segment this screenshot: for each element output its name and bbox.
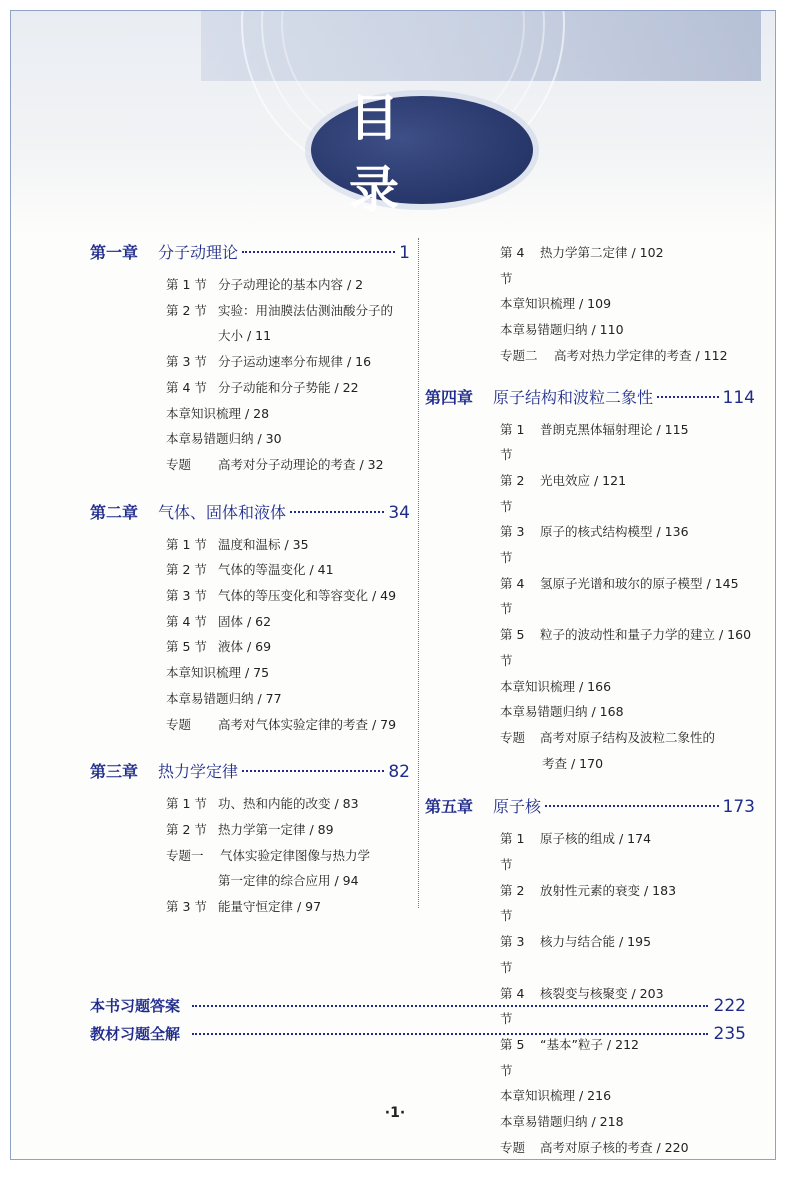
toc-entry[interactable] xyxy=(90,817,410,843)
section-title: 本章易错题归纳 / 30 xyxy=(166,431,282,447)
toc-entry[interactable] xyxy=(425,468,755,519)
toc-entry[interactable] xyxy=(90,894,410,920)
section-number: 第 2 节 xyxy=(166,562,207,578)
chapter-block xyxy=(90,759,410,920)
section-number: 第 5 节 xyxy=(166,639,207,655)
toc-entry[interactable] xyxy=(425,317,755,343)
chapter-title: 热力学定律 xyxy=(158,762,239,782)
section-title: 温度和温标 / 35 xyxy=(218,536,309,552)
leader-dots xyxy=(242,251,395,253)
section-title: 分子动能和分子势能 / 22 xyxy=(218,379,359,395)
section-title: 液体 / 69 xyxy=(218,639,272,655)
appendix-answers[interactable] xyxy=(90,995,746,1016)
chapter-number: 第三章 xyxy=(90,762,139,782)
toc-entry[interactable] xyxy=(90,791,410,817)
section-title: 本章知识梳理 / 166 xyxy=(500,678,612,694)
toc-entry[interactable] xyxy=(425,519,755,570)
section-number: 第 3 节 xyxy=(166,354,207,370)
section-title: 本章易错题归纳 / 110 xyxy=(500,322,624,338)
section-number: 第 1 节 xyxy=(500,831,525,873)
chapter-heading[interactable] xyxy=(425,794,755,822)
section-number: 第 3 节 xyxy=(500,934,525,975)
section-number: 专题 xyxy=(500,729,526,745)
section-title: 第一定律的综合应用 / 94 xyxy=(218,873,359,889)
section-number: 第 4 节 xyxy=(500,985,525,1027)
section-number: 第 3 节 xyxy=(166,899,207,915)
section-title: 粒子的波动性和量子力学的建立 / 160 xyxy=(540,627,752,643)
section-title: 本章知识梳理 / 28 xyxy=(166,405,270,421)
section-number: 专题一 xyxy=(166,847,204,863)
section-title: 高考对分子动理论的考查 / 32 xyxy=(218,456,384,472)
section-title: 本章易错题归纳 / 218 xyxy=(500,1114,624,1130)
column-divider xyxy=(418,238,419,908)
appendix-solutions[interactable] xyxy=(90,1023,746,1044)
chapter-page: 173 xyxy=(722,797,755,818)
section-title: 高考对热力学定律的考查 / 112 xyxy=(554,347,728,363)
section-number: 第 1 节 xyxy=(166,536,207,552)
toc-entry[interactable] xyxy=(90,298,410,324)
chapter-block xyxy=(90,240,410,478)
toc-entry[interactable] xyxy=(425,291,755,317)
leader-dots xyxy=(242,770,384,772)
section-title: 气体的等温变化 / 41 xyxy=(218,562,334,578)
toc-entry[interactable] xyxy=(90,349,410,375)
toc-entry[interactable] xyxy=(425,826,755,877)
chapter-title: 原子结构和波粒二象性 xyxy=(493,387,654,407)
toc-left-column xyxy=(90,240,410,936)
section-list xyxy=(90,791,410,920)
chapter-title: 原子核 xyxy=(493,797,542,817)
leader-dots xyxy=(290,511,384,513)
toc-entry[interactable] xyxy=(90,660,410,686)
section-title: 本章易错题归纳 / 168 xyxy=(500,704,624,720)
leader-dots xyxy=(657,396,719,398)
section-number: 第 5 节 xyxy=(500,627,525,668)
toc-entry[interactable] xyxy=(425,417,755,468)
section-title: 大小 / 11 xyxy=(218,328,272,344)
section-title: 功、热和内能的改变 / 83 xyxy=(218,796,359,812)
chapter-number: 第四章 xyxy=(425,387,474,407)
section-title: 原子核的组成 / 174 xyxy=(540,831,652,847)
section-title: 放射性元素的衰变 / 183 xyxy=(540,882,677,898)
section-number: 第 4 节 xyxy=(500,245,525,286)
section-number: 专题二 xyxy=(500,347,538,363)
section-title: 气体实验定律图像与热力学 xyxy=(220,847,371,863)
section-number: 第 1 节 xyxy=(500,421,525,463)
toc-entry[interactable] xyxy=(90,609,410,635)
section-title: 核力与结合能 / 195 xyxy=(540,934,652,950)
section-title: 热力学第一定律 / 89 xyxy=(218,821,334,837)
toc-entry[interactable] xyxy=(90,843,410,869)
chapter-heading[interactable] xyxy=(90,500,410,528)
section-number: 第 2 节 xyxy=(500,882,525,924)
section-number: 第 3 节 xyxy=(166,588,207,604)
section-title: 光电效应 / 121 xyxy=(540,472,627,488)
chapter-block xyxy=(425,385,755,777)
chapter-block xyxy=(425,240,755,369)
appendix-label: 教材习题全解 xyxy=(90,1025,181,1043)
section-number: 专题 xyxy=(500,1139,526,1155)
chapter-number: 第五章 xyxy=(425,797,474,817)
page-number: ·1· xyxy=(384,1105,406,1121)
section-number: 专题 xyxy=(166,456,192,472)
section-title: 本章易错题归纳 / 77 xyxy=(166,690,282,706)
toc-entry[interactable] xyxy=(90,323,410,349)
appendix-page: 235 xyxy=(713,1024,746,1044)
toc-entry[interactable] xyxy=(425,878,755,929)
toc-entry[interactable] xyxy=(90,532,410,558)
section-title: 氢原子光谱和玻尔的原子模型 / 145 xyxy=(540,575,739,591)
section-list xyxy=(425,240,755,369)
toc-entry[interactable] xyxy=(425,622,755,673)
chapter-number: 第二章 xyxy=(90,502,139,522)
toc-entry[interactable] xyxy=(90,452,410,478)
section-title: 原子的核式结构模型 / 136 xyxy=(540,524,689,540)
section-title: 分子动理论的基本内容 / 2 xyxy=(218,277,364,292)
toc-entry[interactable] xyxy=(425,571,755,622)
chapter-page: 1 xyxy=(399,243,410,263)
section-number: 第 5 节 xyxy=(500,1036,525,1078)
section-title: 考查 / 170 xyxy=(542,755,604,771)
toc-entry[interactable] xyxy=(90,557,410,583)
section-list xyxy=(90,272,410,478)
section-title: 高考对原子核的考查 / 220 xyxy=(540,1139,689,1155)
toc-entry[interactable] xyxy=(425,343,755,369)
toc-entry[interactable] xyxy=(90,634,410,660)
section-title: 热力学第二定律 / 102 xyxy=(540,245,664,260)
section-title: 能量守恒定律 / 97 xyxy=(218,899,322,915)
chapter-heading[interactable] xyxy=(90,759,410,787)
toc-entry[interactable] xyxy=(425,725,755,751)
toc-entry[interactable] xyxy=(425,240,755,291)
toc-entry[interactable] xyxy=(90,401,410,427)
toc-entry[interactable] xyxy=(90,426,410,452)
toc-entry[interactable] xyxy=(90,583,410,609)
chapter-heading[interactable] xyxy=(425,385,755,413)
section-number: 第 4 节 xyxy=(166,379,207,395)
chapter-block xyxy=(90,500,410,738)
chapter-title: 气体、固体和液体 xyxy=(158,502,287,522)
section-number: 第 2 节 xyxy=(166,821,207,837)
appendix-page: 222 xyxy=(713,996,746,1016)
section-title: 本章知识梳理 / 75 xyxy=(166,665,270,681)
chapter-page: 34 xyxy=(388,502,410,523)
appendix-label: 本书习题答案 xyxy=(90,997,181,1015)
section-number: 第 1 节 xyxy=(166,796,207,812)
toc-entry[interactable] xyxy=(425,674,755,700)
leader-dots xyxy=(192,1005,708,1007)
chapter-page: 82 xyxy=(388,762,410,783)
section-title: 本章知识梳理 / 216 xyxy=(500,1088,612,1104)
section-title: 气体的等压变化和等容变化 / 49 xyxy=(218,588,397,604)
leader-dots xyxy=(192,1033,708,1035)
section-title: 核裂变与核聚变 / 203 xyxy=(540,985,664,1001)
section-number: 第 4 节 xyxy=(166,613,207,629)
toc-entry[interactable] xyxy=(425,929,755,980)
toc-entry[interactable] xyxy=(90,375,410,401)
section-title: 普朗克黑体辐射理论 / 115 xyxy=(540,421,689,437)
section-number: 第 4 节 xyxy=(500,575,525,617)
page-title: 目 录 xyxy=(349,88,437,219)
section-number: 专题 xyxy=(166,716,192,732)
section-title: 分子运动速率分布规律 / 16 xyxy=(218,354,372,370)
toc-entry[interactable] xyxy=(90,712,410,738)
chapter-page: 114 xyxy=(722,387,755,408)
toc-entry[interactable] xyxy=(425,699,755,725)
section-title: 高考对气体实验定律的考查 / 79 xyxy=(218,716,397,732)
title-badge xyxy=(311,88,533,219)
section-number: 第 1 节 xyxy=(166,277,207,292)
section-title: 高考对原子结构及波粒二象性的 xyxy=(540,729,716,745)
toc-entry[interactable] xyxy=(90,868,410,894)
section-number: 第 2 节 xyxy=(500,472,525,514)
chapter-number: 第一章 xyxy=(90,243,139,262)
section-title: 固体 / 62 xyxy=(218,613,272,629)
toc-entry[interactable] xyxy=(90,686,410,712)
section-number: 第 3 节 xyxy=(500,524,525,566)
section-title: “基本”粒子 / 212 xyxy=(540,1036,639,1052)
chapter-heading[interactable] xyxy=(90,240,410,268)
section-title: 本章知识梳理 / 109 xyxy=(500,296,612,312)
toc-entry[interactable] xyxy=(425,1135,755,1161)
chapter-title: 分子动理论 xyxy=(158,243,239,262)
section-title: 实验：用油膜法估测油酸分子的 xyxy=(218,302,394,318)
section-list xyxy=(425,417,755,777)
section-list xyxy=(90,532,410,738)
toc-entry[interactable] xyxy=(425,751,755,777)
leader-dots xyxy=(545,805,719,807)
section-number: 第 2 节 xyxy=(166,302,207,318)
toc-entry[interactable] xyxy=(90,272,410,298)
